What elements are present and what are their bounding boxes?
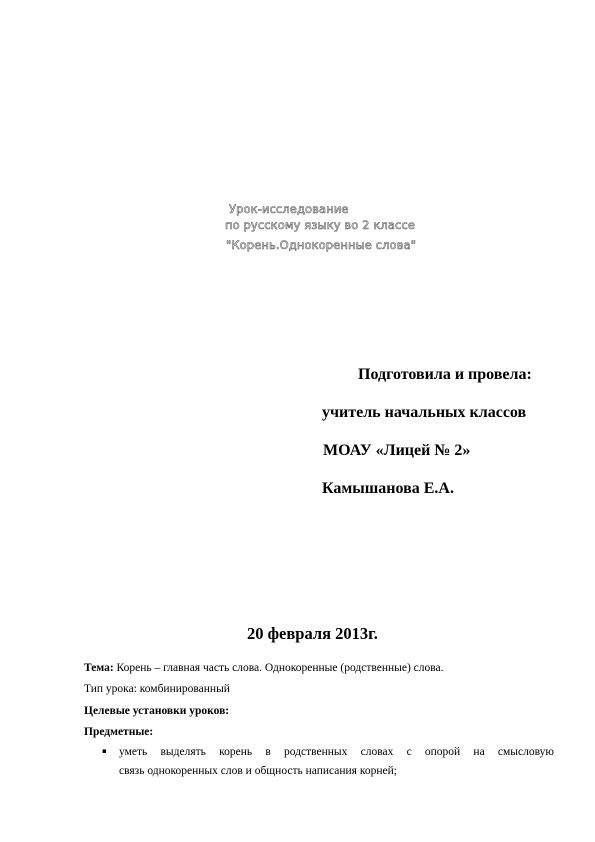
wordart-title-line-2: по русскому языку во 2 классе [225,218,416,232]
bullet-marker-icon: ▪ [102,747,107,755]
teacher-name: Камышанова Е.А. [322,480,454,497]
topic-label: Тема: [84,662,114,674]
subject-goal-line-1: уметь выделять корень в родственных словах с опорой на смысловую [119,746,554,758]
wordart-title-line-1: Урок-исследование [229,202,349,216]
school-name: МОАУ «Лицей № 2» [323,442,471,459]
lesson-type-line [84,684,230,696]
subject-goals-heading: Предметные: [84,726,154,738]
wordart-title-line-3: "Корень.Однокоренные слова" [226,238,417,252]
goals-heading: Целевые установки уроков: [84,705,230,717]
subject-goal-item [119,743,554,781]
lesson-type-label: Тип урока: [84,683,137,695]
subject-goal-line-2: связь однокоренных слов и общность написания корней; [119,765,397,777]
teacher-position: учитель начальных классов [322,404,527,421]
prepared-by-heading: Подготовила и провела: [358,366,532,383]
topic-line [84,663,444,675]
lesson-type-text: комбинированный [136,683,230,695]
topic-text: Корень – главная часть слова. Однокоренные (родственные) слова. [113,662,444,674]
lesson-date: 20 февраля 2013г. [247,624,378,643]
